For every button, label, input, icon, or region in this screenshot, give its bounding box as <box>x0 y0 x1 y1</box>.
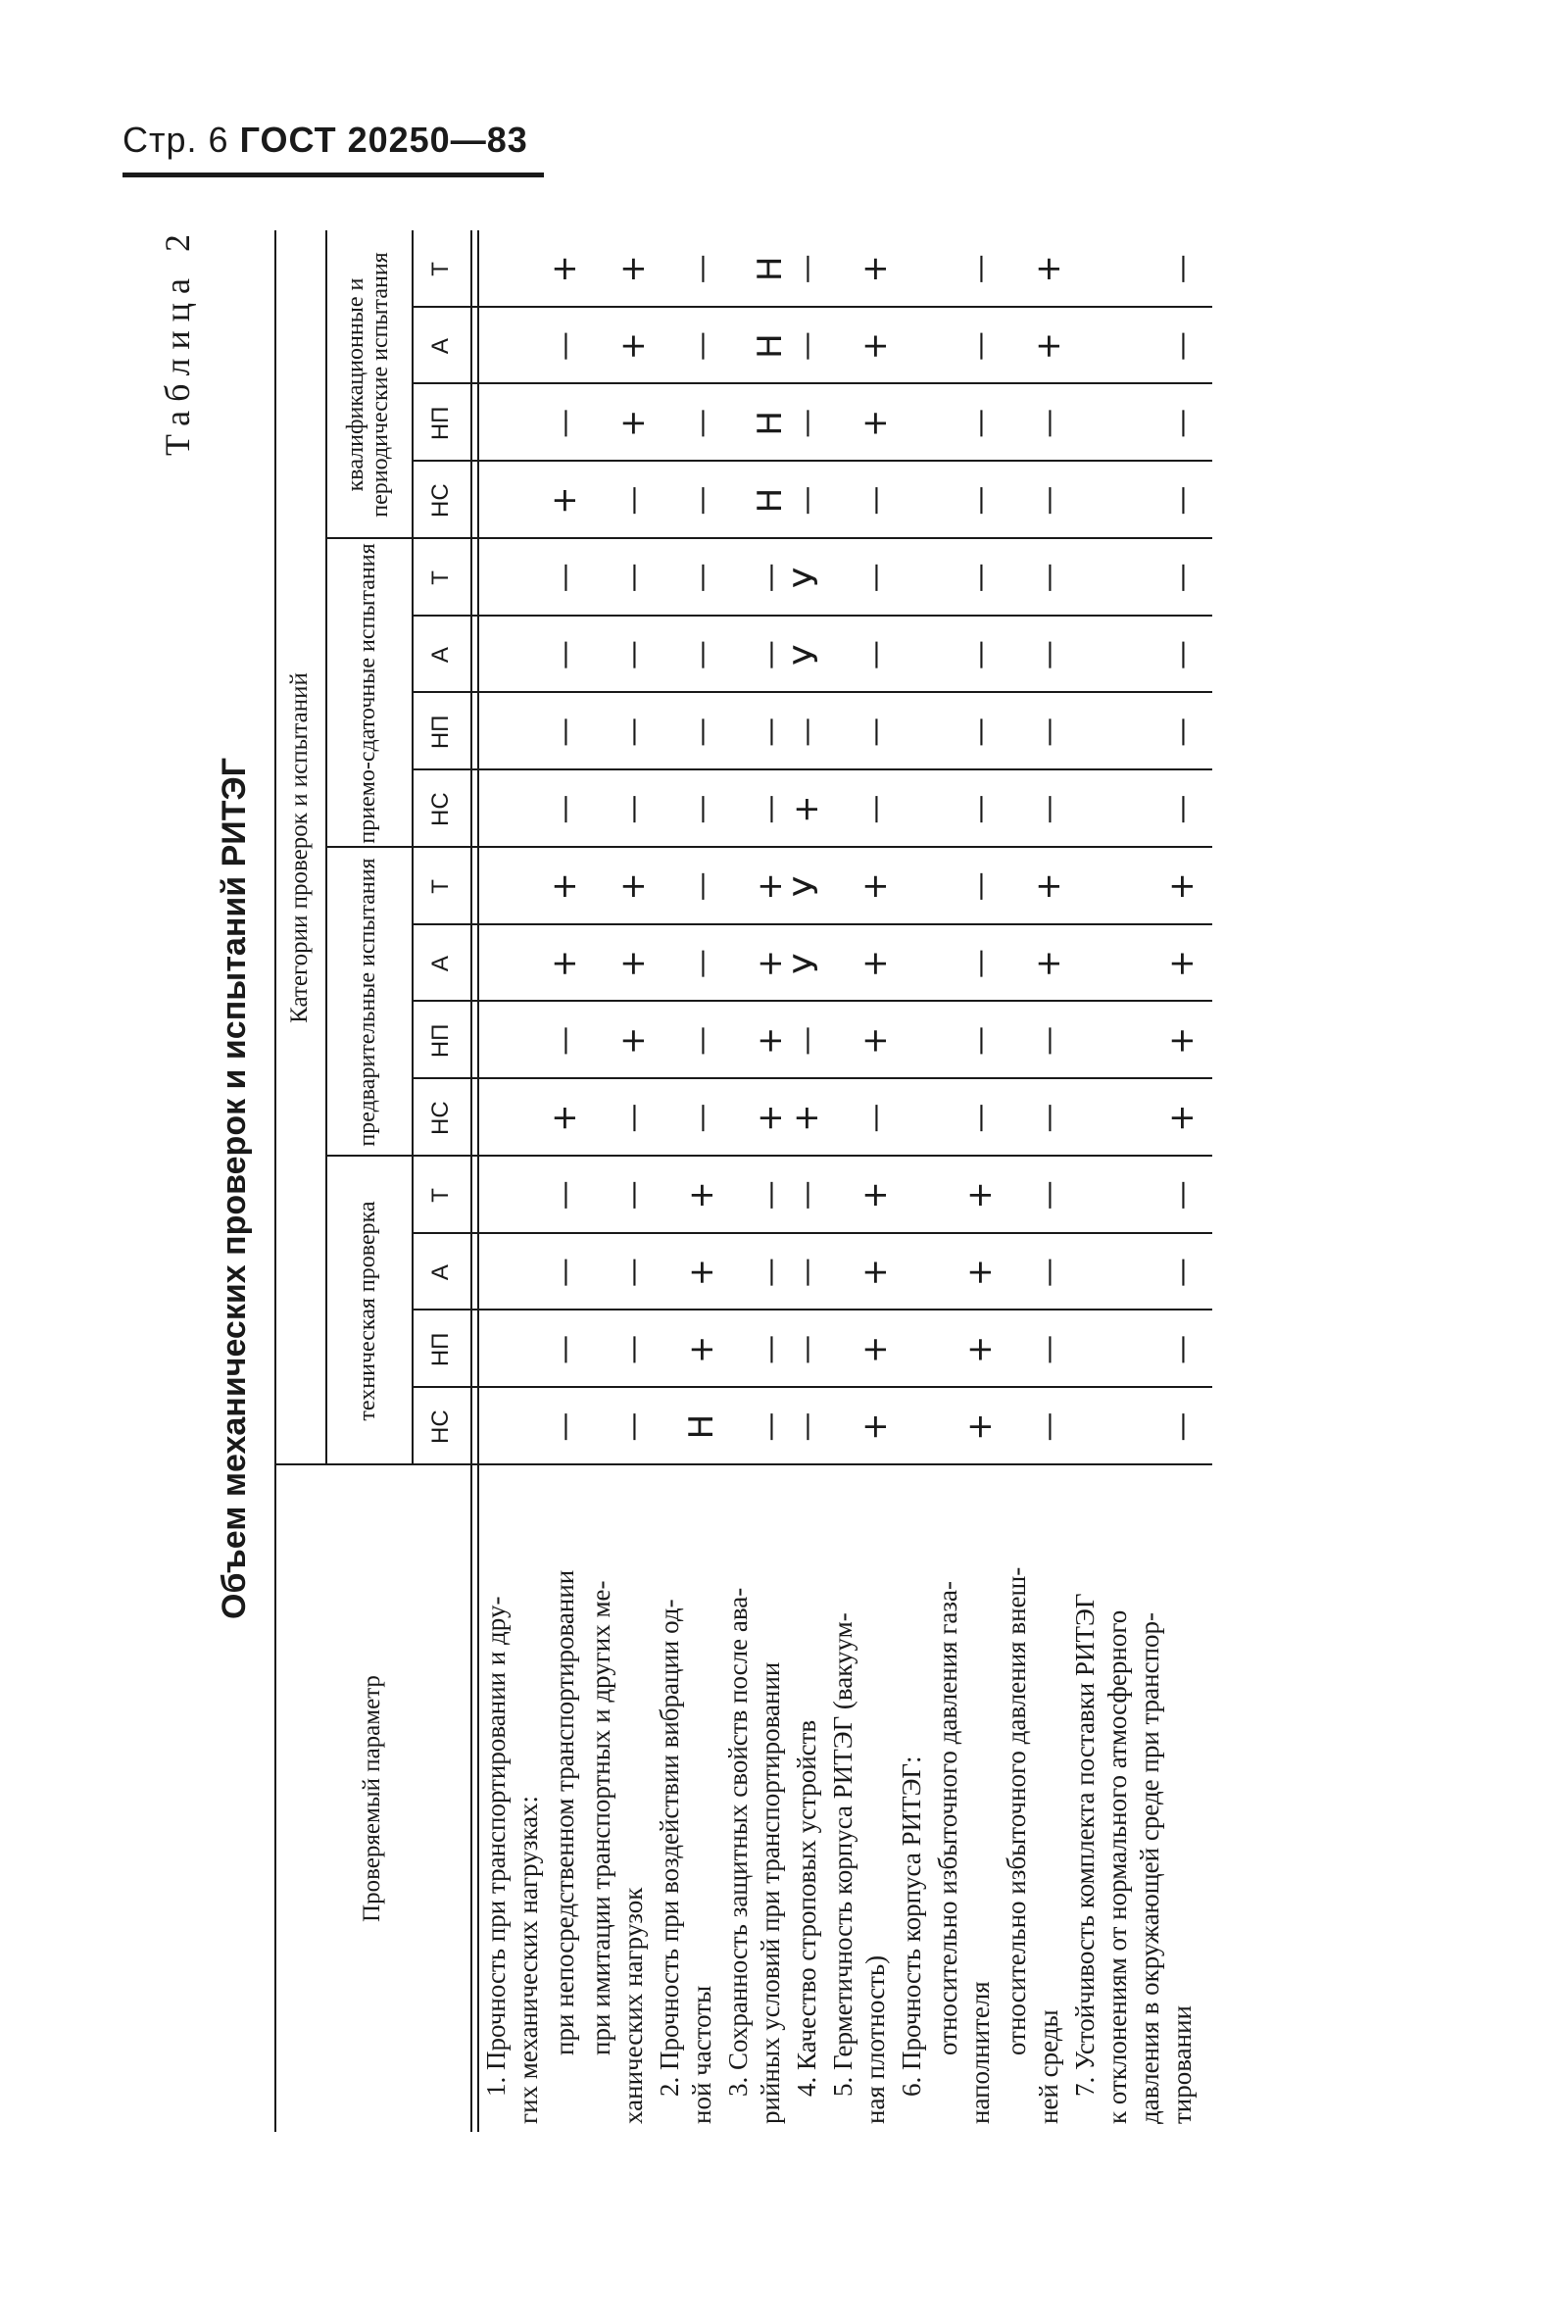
table-cell-mark: — <box>963 871 998 902</box>
table-cell-mark: + <box>856 1026 895 1056</box>
table-cell-mark: — <box>1032 1258 1066 1288</box>
table-cell-mark: + <box>682 1335 721 1364</box>
table-cell-mark: — <box>963 1025 998 1056</box>
table-cell-mark: — <box>685 717 719 747</box>
table-cell-mark: — <box>1032 640 1066 670</box>
table-cell-mark: — <box>1032 717 1066 747</box>
row-parameter-text: ная плотность) <box>860 1954 890 2124</box>
table-cell-mark: — <box>1165 640 1200 670</box>
table-cell-mark: + <box>856 255 895 283</box>
table-cell-mark: — <box>1032 1103 1066 1133</box>
standard-code: ГОСТ 20250—83 <box>239 120 528 160</box>
table-cell-mark: + <box>613 872 653 901</box>
table-cell-mark: — <box>616 485 651 516</box>
subcolumn-rule <box>412 1077 1212 1079</box>
subcolumn-header: НС <box>427 1101 455 1135</box>
table-cell-mark: — <box>963 949 998 979</box>
table-cell-mark: — <box>963 640 998 670</box>
table-cell-mark: — <box>754 1258 788 1288</box>
row-parameter-text: при имитации транспортных и других ме- <box>586 1580 615 2055</box>
table-cell-mark: — <box>616 563 651 593</box>
subcolumn-rule <box>412 615 1212 617</box>
table-cell-mark: + <box>613 1026 653 1056</box>
table-cell-mark: — <box>1165 717 1200 747</box>
row-parameter-text: 1. Прочность при транспортировании и дру- <box>481 1596 511 2097</box>
table-cell-mark: + <box>1029 872 1068 901</box>
table-cell-mark: — <box>790 1334 824 1364</box>
table-cell-mark: — <box>858 485 893 516</box>
table-cell-mark: Н <box>682 1413 721 1440</box>
table-cell-mark: + <box>751 1026 790 1056</box>
subcolumn-rule <box>412 768 1212 770</box>
table-cell-mark: — <box>790 1180 824 1211</box>
table-cell-mark: — <box>754 1180 788 1211</box>
row-parameter-text: ной частоты <box>687 1985 716 2124</box>
row-parameter-text: при непосредственном транспортировании <box>550 1569 579 2055</box>
table-cell-mark: — <box>616 1103 651 1133</box>
row-parameter-text: 2. Прочность при воздействии вибрации од- <box>655 1599 684 2097</box>
table-cell-mark: + <box>856 1335 895 1364</box>
table-cell-mark: — <box>858 563 893 593</box>
table-cell-mark: — <box>685 408 719 438</box>
row-parameter-text: к отклонениям от нормального атмосферного <box>1102 1609 1132 2124</box>
table-cell-mark: + <box>1162 949 1201 978</box>
row-parameter-text: 3. Сохранность защитных свойств после ава- <box>723 1587 753 2097</box>
table-cell-mark: — <box>1032 794 1066 824</box>
rotated-table-block <box>157 216 1411 2161</box>
subcolumn-header: Т <box>427 879 455 894</box>
table-cell-mark: + <box>545 949 584 978</box>
table-cell-mark: — <box>1165 408 1200 438</box>
column-header-categories: Категории проверок и испытаний <box>285 672 313 1023</box>
table-cell-mark: — <box>1032 1025 1066 1056</box>
table-cell-mark: + <box>545 486 584 515</box>
subcolumn-header: А <box>427 338 455 355</box>
row-parameter-text: ней среды <box>1034 2009 1063 2124</box>
table-cell-mark: — <box>548 1334 582 1364</box>
subcolumn-header: НП <box>427 1023 455 1059</box>
row-parameter-text: относительно избыточного давления внеш- <box>1002 1566 1031 2055</box>
subcolumn-header: НП <box>427 406 455 441</box>
table-cell-mark: — <box>1165 563 1200 593</box>
table-cell-mark: — <box>685 254 719 284</box>
table-cell-mark: — <box>548 794 582 824</box>
table-cell-mark: — <box>963 254 998 284</box>
table-cell-mark: — <box>1165 254 1200 284</box>
table-cell-mark: — <box>685 949 719 979</box>
subcolumn-rule <box>412 923 1212 925</box>
subcolumn-header: А <box>427 1264 455 1281</box>
table-cell-mark: — <box>548 1411 582 1442</box>
table-cell-mark: — <box>790 1258 824 1288</box>
table-cell-mark: — <box>790 1411 824 1442</box>
table-cell-mark: + <box>1029 255 1068 283</box>
table-cell-mark: — <box>790 717 824 747</box>
row-parameter-text: ханических нагрузок <box>618 1887 648 2124</box>
param-column-rule <box>274 1463 1212 1465</box>
table-cell-mark: — <box>754 563 788 593</box>
table-cell-mark: + <box>1029 949 1068 978</box>
table-cell-mark: — <box>548 331 582 362</box>
inspection-table <box>274 230 1254 2132</box>
table-cell-mark: — <box>858 717 893 747</box>
subcolumn-header: Т <box>427 570 455 585</box>
table-top-rule <box>274 230 276 2132</box>
page-header <box>122 120 528 161</box>
table-cell-mark: + <box>856 1412 895 1441</box>
table-cell-mark: — <box>754 794 788 824</box>
category-rule <box>325 230 327 1465</box>
table-cell-mark: — <box>616 794 651 824</box>
table-cell-mark: — <box>548 1258 582 1288</box>
table-cell-mark: + <box>682 1181 721 1210</box>
table-cell-mark: + <box>960 1181 1000 1210</box>
table-cell-mark: — <box>790 331 824 362</box>
table-cell-mark: Н <box>751 256 790 282</box>
table-cell-mark: + <box>545 255 584 283</box>
table-cell-mark: — <box>616 717 651 747</box>
table-cell-mark: + <box>751 1104 790 1132</box>
table-cell-mark: — <box>685 794 719 824</box>
subcolumn-header: НС <box>427 483 455 518</box>
table-cell-mark: — <box>790 485 824 516</box>
table-cell-mark: — <box>548 1025 582 1056</box>
table-cell-mark: У <box>787 568 826 588</box>
table-cell-mark: + <box>856 949 895 978</box>
subcolumn-header: А <box>427 647 455 664</box>
header-rule <box>122 173 544 177</box>
table-cell-mark: + <box>787 1104 826 1132</box>
table-cell-mark: У <box>787 644 826 666</box>
table-cell-mark: Н <box>751 487 790 514</box>
table-cell-mark: — <box>963 717 998 747</box>
table-cell-mark: — <box>548 640 582 670</box>
table-cell-mark: — <box>1165 1411 1200 1442</box>
table-cell-mark: + <box>787 795 826 823</box>
group-header-preliminary-tests: предварительные испытания <box>355 858 381 1147</box>
table-cell-mark: + <box>682 1258 721 1287</box>
table-cell-mark: — <box>858 1103 893 1133</box>
table-cell-mark: — <box>1032 485 1066 516</box>
table-cell-mark: — <box>963 485 998 516</box>
table-cell-mark: — <box>754 1334 788 1364</box>
table-cell-mark: — <box>963 563 998 593</box>
table-cell-mark: + <box>613 949 653 978</box>
group-header-qualification-tests: квалификационные и периодические испытания <box>342 252 393 518</box>
group-header-technical-check: техническая проверка <box>355 1201 381 1421</box>
table-cell-mark: — <box>685 871 719 902</box>
table-cell-mark: + <box>856 409 895 438</box>
subcolumn-rule <box>412 1001 1212 1003</box>
row-parameter-text: 4. Качество строповых устройств <box>792 1719 821 2097</box>
table-cell-mark: — <box>685 331 719 362</box>
table-cell-mark: + <box>856 1258 895 1287</box>
table-cell-mark: — <box>754 1411 788 1442</box>
table-cell-mark: — <box>858 640 893 670</box>
table-cell-mark: У <box>787 876 826 897</box>
table-cell-mark: — <box>1165 331 1200 362</box>
row-parameter-text: относительно избыточного давления газа- <box>933 1580 962 2055</box>
table-cell-mark: + <box>613 409 653 438</box>
table-cell-mark: — <box>685 563 719 593</box>
subcolumn-header: НС <box>427 792 455 826</box>
column-header-parameter: Проверяемый параметр <box>358 1675 385 1922</box>
row-parameter-text: тировании <box>1167 2005 1197 2124</box>
table-cell-mark: — <box>548 717 582 747</box>
table-cell-mark: + <box>613 255 653 283</box>
table-cell-mark: — <box>790 1025 824 1056</box>
table-cell-mark: + <box>751 872 790 901</box>
table-cell-mark: — <box>790 408 824 438</box>
table-cell-mark: + <box>960 1412 1000 1441</box>
table-cell-mark: — <box>1165 485 1200 516</box>
table-cell-mark: + <box>1029 331 1068 361</box>
row-parameter-text: давления в окружающей среде при транспор- <box>1135 1611 1164 2124</box>
group-rule <box>412 230 414 1465</box>
table-cell-mark: — <box>1165 1258 1200 1288</box>
row-parameter-text: рийных условий при транспортировании <box>756 1661 785 2124</box>
subcolumn-rule <box>412 383 1212 385</box>
subcolumn-rule <box>412 1386 1212 1388</box>
table-cell-mark: + <box>545 1104 584 1132</box>
row-parameter-text: наполнителя <box>965 1981 995 2124</box>
table-cell-mark: + <box>1162 1104 1201 1132</box>
table-cell-mark: — <box>1165 794 1200 824</box>
group-column-rule <box>325 1155 1212 1157</box>
table-caption: Таблица 2 <box>158 225 197 456</box>
table-cell-mark: — <box>963 1103 998 1133</box>
table-cell-mark: — <box>685 485 719 516</box>
subcolumn-rule <box>412 692 1212 694</box>
subcolumn-header: А <box>427 956 455 972</box>
table-cell-mark: — <box>754 640 788 670</box>
table-cell-mark: — <box>1165 1180 1200 1211</box>
table-cell-mark: — <box>548 408 582 438</box>
group-column-rule <box>325 846 1212 848</box>
table-cell-mark: — <box>616 1411 651 1442</box>
subcolumn-rule <box>412 460 1212 462</box>
table-cell-mark: — <box>963 408 998 438</box>
table-cell-mark: — <box>1032 1411 1066 1442</box>
row-parameter-text: 6. Прочность корпуса РИТЭГ: <box>897 1755 926 2097</box>
table-cell-mark: — <box>754 717 788 747</box>
table-cell-mark: — <box>548 1180 582 1211</box>
table-cell-mark: — <box>616 1334 651 1364</box>
table-cell-mark: — <box>858 794 893 824</box>
table-cell-mark: Н <box>751 333 790 359</box>
table-cell-mark: — <box>548 563 582 593</box>
table-cell-mark: — <box>616 1258 651 1288</box>
table-cell-mark: + <box>856 331 895 361</box>
subcolumn-header: Т <box>427 262 455 276</box>
table-title: Объем механических проверок и испытаний РИТЭГ <box>216 758 253 1619</box>
header-bottom-rule <box>470 230 479 2132</box>
table-cell-mark: — <box>1032 408 1066 438</box>
table-cell-mark: + <box>856 1181 895 1210</box>
table-cell-mark: — <box>616 640 651 670</box>
subcolumn-header: НС <box>427 1409 455 1444</box>
table-cell-mark: — <box>685 1103 719 1133</box>
table-cell-mark: + <box>856 872 895 901</box>
table-cell-mark: + <box>960 1335 1000 1364</box>
table-cell-mark: + <box>960 1258 1000 1287</box>
table-cell-mark: — <box>963 794 998 824</box>
subcolumn-rule <box>412 306 1212 308</box>
table-cell-mark: + <box>751 949 790 978</box>
table-cell-mark: — <box>1165 1334 1200 1364</box>
group-column-rule <box>325 537 1212 539</box>
table-cell-mark: Н <box>751 411 790 436</box>
group-header-acceptance-tests: приемо-сдаточные испытания <box>355 543 381 844</box>
subcolumn-header: Т <box>427 1188 455 1203</box>
subcolumn-header: НП <box>427 715 455 750</box>
table-cell-mark: У <box>787 953 826 974</box>
row-parameter-text: 5. Герметичность корпуса РИТЭГ (вакуум- <box>828 1612 858 2097</box>
table-cell-mark: — <box>1032 1334 1066 1364</box>
table-cell-mark: — <box>1032 1180 1066 1211</box>
page-number: Стр. 6 <box>122 120 229 160</box>
table-cell-mark: — <box>963 331 998 362</box>
row-parameter-text: гих механических нагрузках: <box>514 1795 543 2124</box>
subcolumn-rule <box>412 1310 1212 1311</box>
row-parameter-text: 7. Устойчивость комплекта поставки РИТЭГ <box>1070 1593 1100 2097</box>
table-cell-mark: — <box>616 1180 651 1211</box>
table-cell-mark: — <box>685 1025 719 1056</box>
table-cell-mark: — <box>790 254 824 284</box>
table-cell-mark: + <box>613 331 653 361</box>
table-cell-mark: — <box>685 640 719 670</box>
table-cell-mark: + <box>1162 872 1201 901</box>
table-cell-mark: — <box>1032 563 1066 593</box>
subcolumn-header: НП <box>427 1332 455 1367</box>
table-cell-mark: + <box>1162 1026 1201 1056</box>
table-cell-mark: + <box>545 872 584 901</box>
subcolumn-rule <box>412 1232 1212 1234</box>
